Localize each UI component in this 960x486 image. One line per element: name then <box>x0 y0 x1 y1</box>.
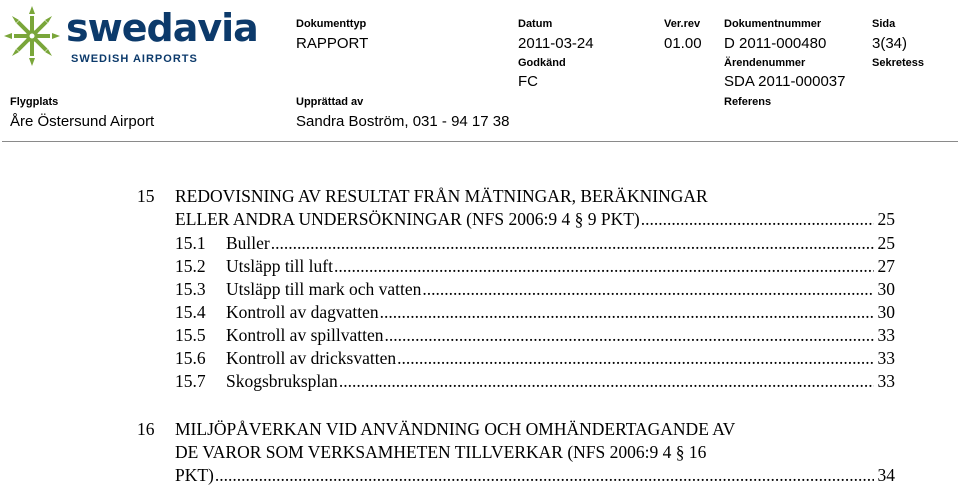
approved-label: Godkänd <box>518 57 566 69</box>
airport-label: Flygplats <box>10 96 59 108</box>
toc-15-7-title: Skogsbruksplan <box>226 371 338 391</box>
toc-15-3-entry[interactable] <box>226 279 895 300</box>
toc-15-2-entry[interactable] <box>226 256 895 277</box>
doc-type-label: Dokumenttyp <box>296 18 367 30</box>
brand-name: swedavia <box>66 6 258 50</box>
toc-16-page: 34 <box>877 465 895 485</box>
toc-15-5-entry[interactable] <box>226 325 895 346</box>
toc-15-6-page: 33 <box>877 348 895 368</box>
toc-15-entry[interactable] <box>175 209 895 230</box>
toc-15-1-title: Buller <box>226 233 270 253</box>
toc-leader <box>641 209 874 230</box>
toc-15-3-page: 30 <box>877 279 895 299</box>
toc-15-5-number: 15.5 <box>175 325 206 345</box>
reference-label: Referens <box>724 96 772 108</box>
toc-15-title-line1: REDOVISNING AV RESULTAT FRÅN MÄTNINGAR, BERÄKNINGAR <box>175 186 708 206</box>
toc-leader <box>422 279 874 300</box>
doc-type-value: RAPPORT <box>296 35 369 52</box>
secrecy-label: Sekretess <box>872 57 924 69</box>
toc-16-title-line1: MILJÖPÅVERKAN VID ANVÄNDNING OCH OMHÄNDERTAGANDE AV <box>175 419 736 439</box>
toc-15-6-title: Kontroll av dricksvatten <box>226 348 397 368</box>
toc-15-2-page: 27 <box>877 256 895 276</box>
author-value: Sandra Boström, 031 - 94 17 38 <box>296 113 510 130</box>
toc-15-2-title: Utsläpp till luft <box>226 256 333 276</box>
toc-leader <box>339 371 874 392</box>
swedavia-logo-icon <box>2 4 62 68</box>
toc-leader <box>384 325 874 346</box>
toc-16-entry[interactable] <box>175 465 895 486</box>
version-value: 01.00 <box>664 35 702 52</box>
toc-leader <box>271 233 874 254</box>
toc-leader <box>397 348 874 369</box>
toc-15-4-number: 15.4 <box>175 302 206 322</box>
toc-15-1-number: 15.1 <box>175 233 206 253</box>
airport-value: Åre Östersund Airport <box>10 113 155 130</box>
toc-leader <box>215 465 874 486</box>
case-number-value: SDA 2011-000037 <box>724 73 846 90</box>
date-label: Datum <box>518 18 553 30</box>
toc-16-title-line3: PKT) <box>175 465 214 485</box>
approved-value: FC <box>518 73 538 90</box>
version-label: Ver.rev <box>664 18 701 30</box>
toc-15-4-title: Kontroll av dagvatten <box>226 302 379 322</box>
toc-15-3-number: 15.3 <box>175 279 206 299</box>
toc-15-page: 25 <box>877 209 895 229</box>
toc-15-6-entry[interactable] <box>226 348 895 369</box>
toc-16-number: 16 <box>137 419 155 439</box>
doc-number-label: Dokumentnummer <box>724 18 822 30</box>
toc-15-6-number: 15.6 <box>175 348 206 368</box>
toc-15-5-title: Kontroll av spillvatten <box>226 325 384 345</box>
toc-leader <box>334 256 874 277</box>
toc-15-4-page: 30 <box>877 302 895 322</box>
toc-16-title-line2: DE VAROR SOM VERKSAMHETEN TILLVERKAR (NFS 2006:9 4 § 16 <box>175 442 707 462</box>
author-label: Upprättad av <box>296 96 364 108</box>
page-value: 3(34) <box>872 35 908 52</box>
page-label: Sida <box>872 18 896 30</box>
toc-15-7-page: 33 <box>877 371 895 391</box>
brand-tagline: SWEDISH AIRPORTS <box>71 53 198 65</box>
toc-15-5-page: 33 <box>877 325 895 345</box>
toc-15-7-entry[interactable] <box>226 371 895 392</box>
toc-15-4-entry[interactable] <box>226 302 895 323</box>
toc-15-title-line2: ELLER ANDRA UNDERSÖKNINGAR (NFS 2006:9 4 § 9 PKT) <box>175 209 640 229</box>
header-divider <box>2 141 958 142</box>
toc-15-1-page: 25 <box>877 233 895 253</box>
toc-leader <box>380 302 874 323</box>
toc-15-number: 15 <box>137 186 155 206</box>
toc-15-1-entry[interactable] <box>226 233 895 254</box>
toc-15-3-title: Utsläpp till mark och vatten <box>226 279 422 299</box>
toc-15-2-number: 15.2 <box>175 256 206 276</box>
doc-number-value: D 2011-000480 <box>724 35 827 52</box>
case-number-label: Ärendenummer <box>724 57 806 69</box>
toc-15-7-number: 15.7 <box>175 371 206 391</box>
date-value: 2011-03-24 <box>518 35 594 52</box>
